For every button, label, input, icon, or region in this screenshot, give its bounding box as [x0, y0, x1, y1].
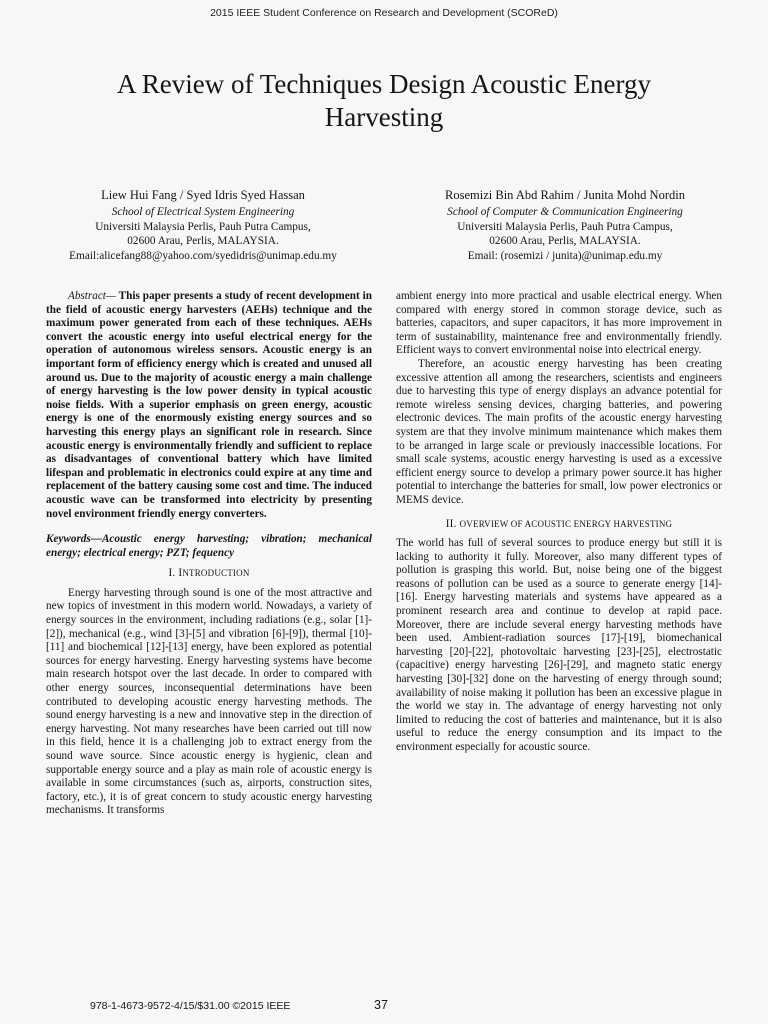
section-number: II.: [445, 517, 457, 530]
author-address: 02600 Arau, Perlis, MALAYSIA.: [489, 235, 641, 248]
author-names: Liew Hui Fang / Syed Idris Syed Hassan: [101, 188, 305, 202]
section-heading-text: OVERVIEW OF ACOUSTIC ENERGY HARVESTING: [459, 518, 673, 529]
author-school: School of Electrical System Engineering: [111, 206, 295, 219]
paper-title: [40, 68, 728, 134]
section-heading-overview: [396, 518, 722, 532]
author-address: 02600 Arau, Perlis, MALAYSIA.: [127, 235, 279, 248]
author-block-left: [38, 188, 368, 263]
title-line-2: Harvesting: [324, 102, 444, 132]
copyright-line: 978-1-4673-9572-4/15/$31.00 ©2015 IEEE: [90, 1000, 291, 1012]
introduction-paragraph: Energy harvesting through sound is one of the most attractive and new topics of investment in this modern world. Nowadays, a variety of energy sources in the environment, including radiations (e.g., solar [1]-[2]), mechanical (e.g., wind [3]-[5] and vibration [6]-[9]), thermal [10]-[11] and biochemical [12]-[13] energy, have been explored as potential sources for energy harvesting. Energy harvesting systems have become main research hotspot over the last decade. In order to compared with other energy sources, inconsequential determinations have been contributed to developing acoustic energy harvesting methods. The sound energy harvesting is a new and innovative step in the direction of energy harvesting. Not many researches have been carried out till now in this field, hence it is a challenging job to extract energy from the sound wave source. Since acoustic energy is hygienic, clean and supportable energy source and a play as main role of acoustic energy is available in some circumstances (such as, airports, construction sites, factory, etc.), it is of great concern to study acoustic energy harvesting mechanisms. It transforms: [46, 586, 372, 817]
section-heading-introduction: [46, 567, 372, 581]
right-column: [396, 290, 722, 755]
overview-paragraph: The world has full of several sources to produce energy but still it is lacking to authority it fully. Moreover, also many different types of pollution is grasping this world. But, noise being one of the biggest reasons of pollution can be used as a source to generate energy [14]-[16]. Energy harvesting materials and systems have appeared as a prominent research area and continue to develop at rapid pace. Moreover, there are include several energy harvesting methods have been used. Ambient-radiation sources [17]-[19], biomechanical harvesting [20]-[22], photovoltaic harvesting [23]-[25], electrostatic (capacitive) energy harvesting [26]-[29], and magneto static energy harvesting [30]-[32] done on the harvesting of energy through sound; availability of noise making it pollution has been an excessive plague in the world we stay in. The advantage of energy harvesting not only limited to reducing the cost of batteries and maintenance, but it is also useful to reduce the energy consumption and its impact to the environment especially for acoustic source.: [396, 537, 722, 753]
author-names: Rosemizi Bin Abd Rahim / Junita Mohd Nordin: [445, 188, 685, 202]
page-number: 37: [374, 998, 388, 1012]
section-heading-initial: I: [178, 567, 183, 580]
abstract-label: Abstract—: [68, 290, 116, 302]
section-heading-rest: NTRODUCTION: [182, 568, 250, 579]
abstract: [46, 290, 372, 521]
author-school: School of Computer & Communication Engineering: [447, 206, 683, 219]
author-university: Universiti Malaysia Perlis, Pauh Putra Campus,: [95, 220, 311, 233]
introduction-paragraph-2: Therefore, an acoustic energy harvesting has been creating excessive attention all among the researchers, scientists and engineers due to harvesting this type of energy displays an advance potential for remote wireless sensing devices, charging batteries, and powering electronic devices. The main profits of the acoustic energy harvesting system are that they involve minimum maintenance which makes them to be arranged in large scale or previously inaccessible locations. For small scale systems, acoustic energy harvesting is used as a excessive efficient energy source to develop a primary power source.it has higher potential to interchange the batteries for small, low power electronics or MEMS device.: [396, 357, 722, 506]
author-email: Email: (rosemizi / junita)@unimap.edu.my: [467, 249, 663, 262]
keywords: Keywords—Acoustic energy harvesting; vibration; mechanical energy; electrical energy; PZT; fequency: [46, 533, 372, 559]
author-university: Universiti Malaysia Perlis, Pauh Putra Campus,: [457, 220, 673, 233]
title-line-1: A Review of Techniques Design Acoustic Energy: [116, 69, 651, 99]
introduction-continued: ambient energy into more practical and usable electrical energy. When compared with energy stored in common storage device, such as batteries, capacitors, and super capacitors, it has more improvement in term of sustainability, maintenance free and environmentally friendly. Efficient ways to convert environmental noise into electrical energy.: [396, 290, 722, 357]
author-email: Email:alicefang88@yahoo.com/syedidris@unimap.edu.my: [69, 249, 337, 262]
section-number: I.: [168, 567, 176, 580]
abstract-text: This paper presents a study of recent development in the field of acoustic energy harvesters (AEHs) technique and the maximum power generated from each of these techniques. AEHs convert the acoustic energy into useful electrical energy for the operation of autonomous wireless sensors. Acoustic energy is an important form of efficiency energy which is created and unused all around us. Due to the majority of acoustic energy a main challenge of energy harvesting is the low power density in typical acoustic noise fields. With a superior emphasis on green energy, acoustic energy is one of the enormously existing energy sources and so harvesting this energy plays an significant role in research. Since acoustic energy is environmentally friendly and sufficient to replace as disadvantages of conventional battery which have limited lifespan and problematic in electronics could expire at any time and replacement of the battery causing some cost and time. The induced acoustic wave can be transformed into electricity by presenting novel environment friendly energy converters.: [46, 290, 372, 520]
conference-header: 2015 IEEE Student Conference on Research and Development (SCOReD): [210, 7, 558, 19]
left-column: [46, 290, 372, 818]
author-block-right: [400, 188, 730, 263]
